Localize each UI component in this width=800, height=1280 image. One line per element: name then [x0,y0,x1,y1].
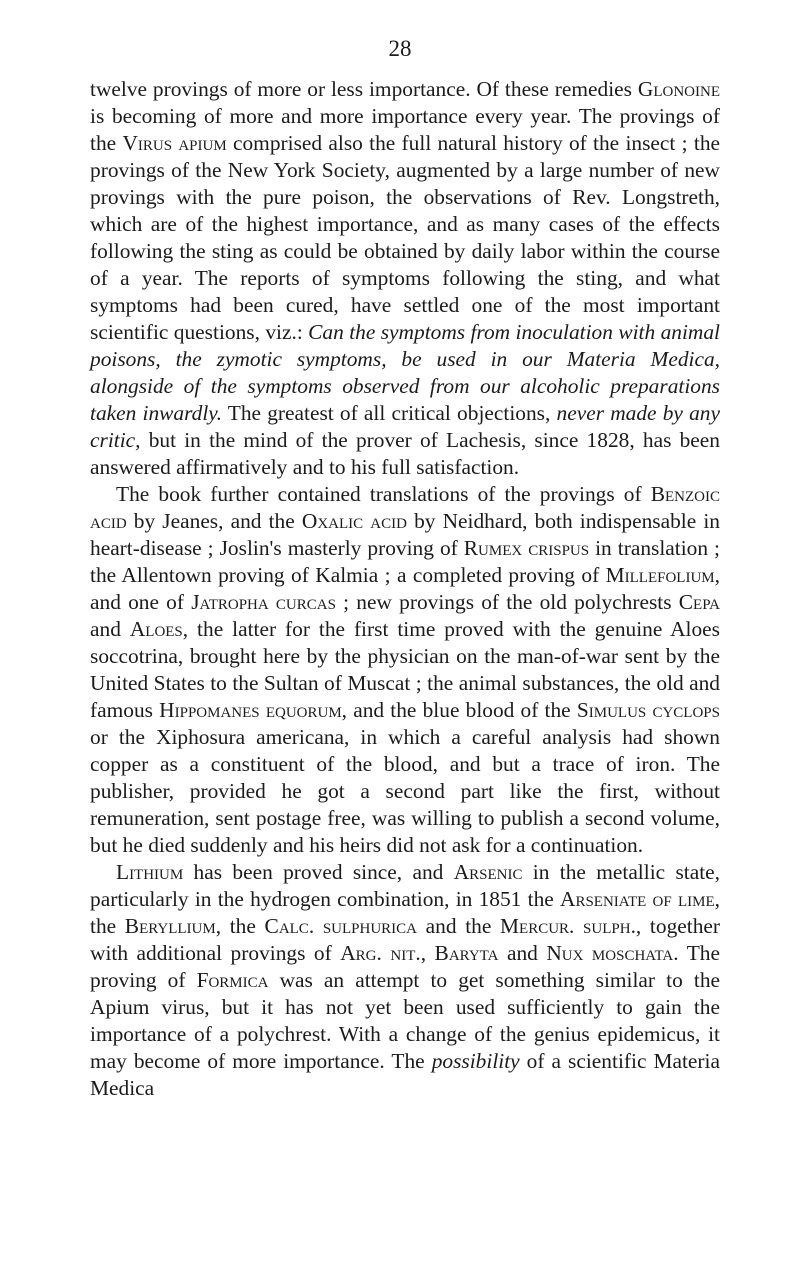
text-run: was an attempt to get something similar to the Apium virus, but it has not yet been used sufficiently to gain the importance of a polychrest. With a change of the genius epidemicus, it may become of more importance. The [90,968,721,1073]
text-run: , and the blue blood of the [341,698,577,722]
text-run: , the [215,914,265,938]
text-run: ; new provings of the old polychrests [335,590,679,614]
small-caps-term: Nux moschata [546,941,674,965]
text-run: and [90,617,130,641]
paragraph [90,481,720,859]
small-caps-term: Oxalic acid [301,509,407,533]
text-run: , and one of [90,563,720,614]
text-run: The greatest of all critical objections, [221,401,557,425]
paragraph [90,76,720,481]
text-run: is becoming of more and more importance every year. The provings of the [90,104,720,155]
text-run: by Jeanes, and the [126,509,302,533]
text-run: in the metallic state, particularly in the hydrogen combination, in 1851 the [90,860,721,911]
italic-text: Can the symptoms from inoculation with animal poisons, the zymotic symptoms, be used in our Materia Medica, alongside of the symptoms observed from our alcoholic preparations taken inwardly. [90,320,720,425]
small-caps-term: Mercur. sulph. [500,914,636,938]
text-run: comprised also the full natural history of the insect ; the provings of the New York Society, augmented by a large number of new provings with the pure poison, the observations of Rev. Longstreth, which are of the highest importance, and as many cases of the effects following the sting as could be obtained by daily labor within the course of a year. The reports of symptoms following the sting, and what symptoms had been cured, have settled one of the most important scientific questions, viz.: [90,131,721,344]
small-caps-term: Jatropha curcas [191,590,336,614]
text-run: twelve provings of more or less importance. Of these remedies [90,77,638,101]
text-run: , together with additional provings of [90,914,721,965]
paragraph [90,859,720,1102]
small-caps-term: Lithium [116,860,184,884]
text-run: , [420,941,435,965]
small-caps-term: Virus apium [122,131,227,155]
text-run: , the latter for the first time proved with the genuine Aloes soccotrina, brought here by the physician on the man-of-war sent by the United States to the Sultan of Muscat ; the animal substances, the old and famous [90,617,721,722]
text-run: of a scientific Materia Medica [90,1049,720,1100]
text-run: and the [417,914,501,938]
text-run: or the Xiphosura americana, in which a careful analysis had shown copper as a constituent of the blood, and but a trace of iron. The publisher, provided he got a second part like the first, without remuneration, sent postage free, was willing to publish a second volume, but he died suddenly and his heirs did not ask for a continuation. [90,725,720,857]
small-caps-term: Calc. sulphurica [264,914,418,938]
text-run: has been proved since, and [183,860,454,884]
small-caps-term: Beryllium [124,914,216,938]
text-run: by Neidhard, both indispensable in heart-disease ; Joslin's masterly proving of [90,509,720,560]
small-caps-term: Cepa [678,590,720,614]
text-run: in translation ; the Allentown proving of Kalmia ; a completed proving of [90,536,720,587]
small-caps-term: Baryta [434,941,499,965]
small-caps-term: Hippomanes equorum [159,698,342,722]
text-run: but in the mind of the prover of Lachesis, since 1828, has been answered affirmatively and to his full satisfaction. [90,428,720,479]
italic-text: never made by any critic, [90,401,720,452]
small-caps-term: Millefolium [605,563,715,587]
small-caps-term: Simulus cyclops [576,698,720,722]
text-run: , the [90,887,720,938]
text-run: . The proving of [90,941,720,992]
italic-text: possibility [431,1049,520,1073]
body-text [90,76,720,1102]
text-run: The book further contained translations of the provings of [116,482,651,506]
text-run: and [498,941,547,965]
small-caps-term: Arseniate of lime [560,887,715,911]
small-caps-term: Arg. nit. [340,941,421,965]
small-caps-term: Rumex crispus [463,536,590,560]
small-caps-term: Glonoine [637,77,720,101]
small-caps-term: Arsenic [453,860,523,884]
small-caps-term: Aloes [129,617,183,641]
small-caps-term: Formica [196,968,269,992]
page-number: 28 [388,36,412,61]
small-caps-term: Benzoic acid [90,482,720,533]
